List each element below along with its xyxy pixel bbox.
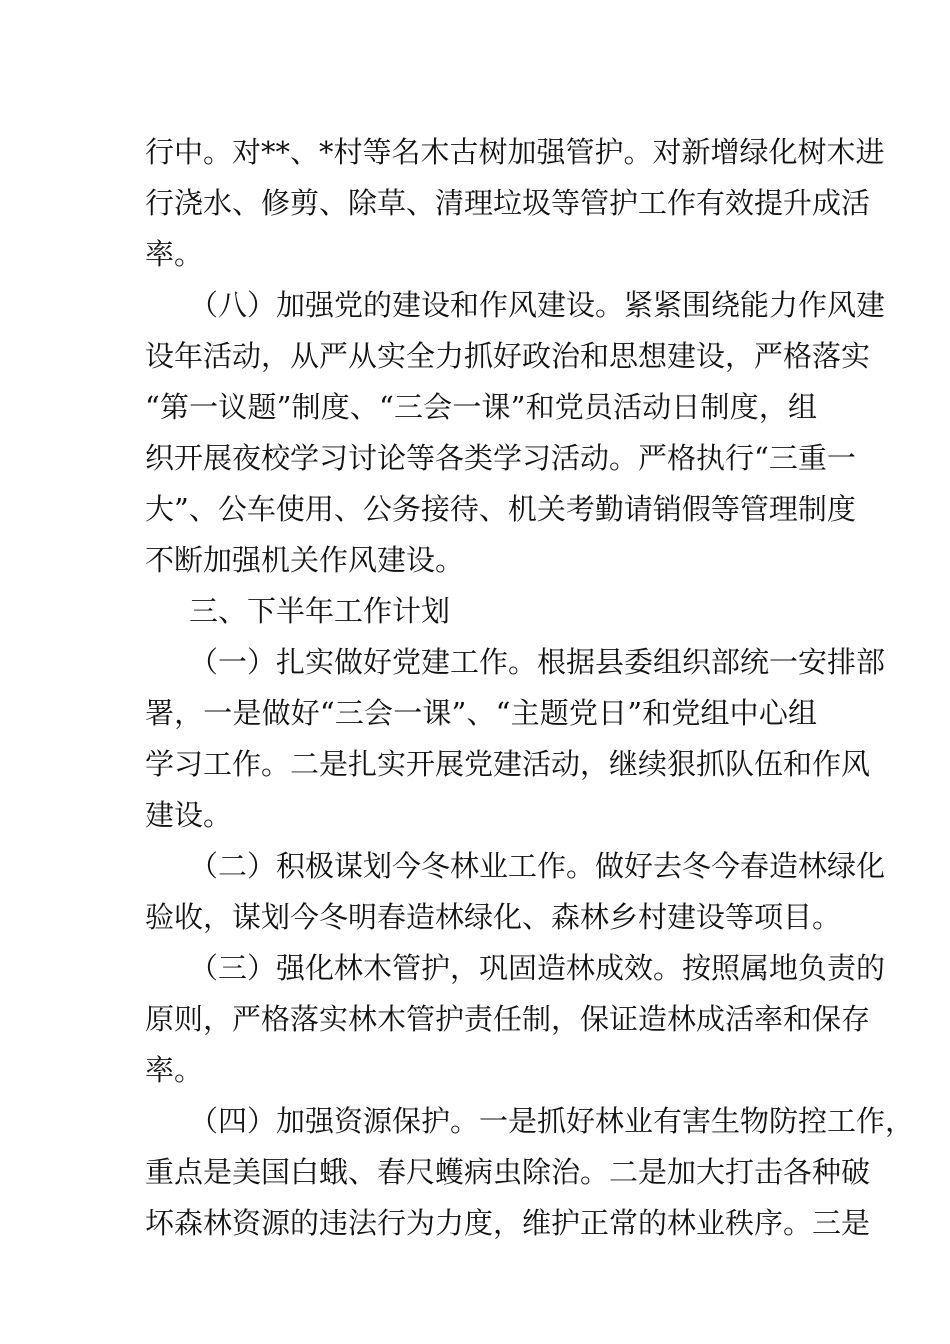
body-line: 织开展夜校学习讨论等各类学习活动。严格执行“三重一 xyxy=(145,441,856,475)
body-line: 率。 xyxy=(145,1053,204,1087)
body-line: 重点是美国白蛾、春尺蠖病虫除治。二是加大打击各种破 xyxy=(145,1155,871,1189)
body-line: 率。 xyxy=(145,237,204,271)
body-line: 原则，严格落实林木管护责任制，保证造林成活率和保存 xyxy=(145,1002,871,1036)
body-line: 行浇水、修剪、除草、清理垃圾等管护工作有效提升成活 xyxy=(145,186,871,220)
body-line: 行中。对**、*村等名木古树加强管护。对新增绿化树木进 xyxy=(145,135,885,169)
body-line: “第一议题”制度、“三会一课”和党员活动日制度，组 xyxy=(145,390,817,424)
document-body xyxy=(145,127,915,1249)
section-heading-3: 三、下半年工作计划 xyxy=(189,594,451,628)
body-line: 建设。 xyxy=(145,798,233,832)
paragraph-heading-4: （四）加强资源保护。一是抓好林业有害生物防控工作， xyxy=(189,1104,915,1138)
body-line: 学习工作。二是扎实开展党建活动，继续狠抓队伍和作风 xyxy=(145,747,871,781)
body-line: 坏森林资源的违法行为力度，维护正常的林业秩序。三是 xyxy=(145,1206,871,1240)
paragraph-heading-8: （八）加强党的建设和作风建设。紧紧围绕能力作风建 xyxy=(189,288,886,322)
body-line: 署，一是做好“三会一课”、“主题党日”和党组中心组 xyxy=(145,696,817,730)
body-line: 不断加强机关作风建设。 xyxy=(145,543,465,577)
paragraph-heading-3: （三）强化林木管护，巩固造林成效。按照属地负责的 xyxy=(189,951,886,985)
body-line: 设年活动，从严从实全力抓好政治和思想建设，严格落实 xyxy=(145,339,871,373)
body-line: 大”、公车使用、公务接待、机关考勤请销假等管理制度 xyxy=(145,492,856,526)
paragraph-heading-1: （一）扎实做好党建工作。根据县委组织部统一安排部 xyxy=(189,645,886,679)
paragraph-heading-2: （二）积极谋划今冬林业工作。做好去冬今春造林绿化 xyxy=(189,849,886,883)
body-line: 验收，谋划今冬明春造林绿化、森林乡村建设等项目。 xyxy=(145,900,842,934)
